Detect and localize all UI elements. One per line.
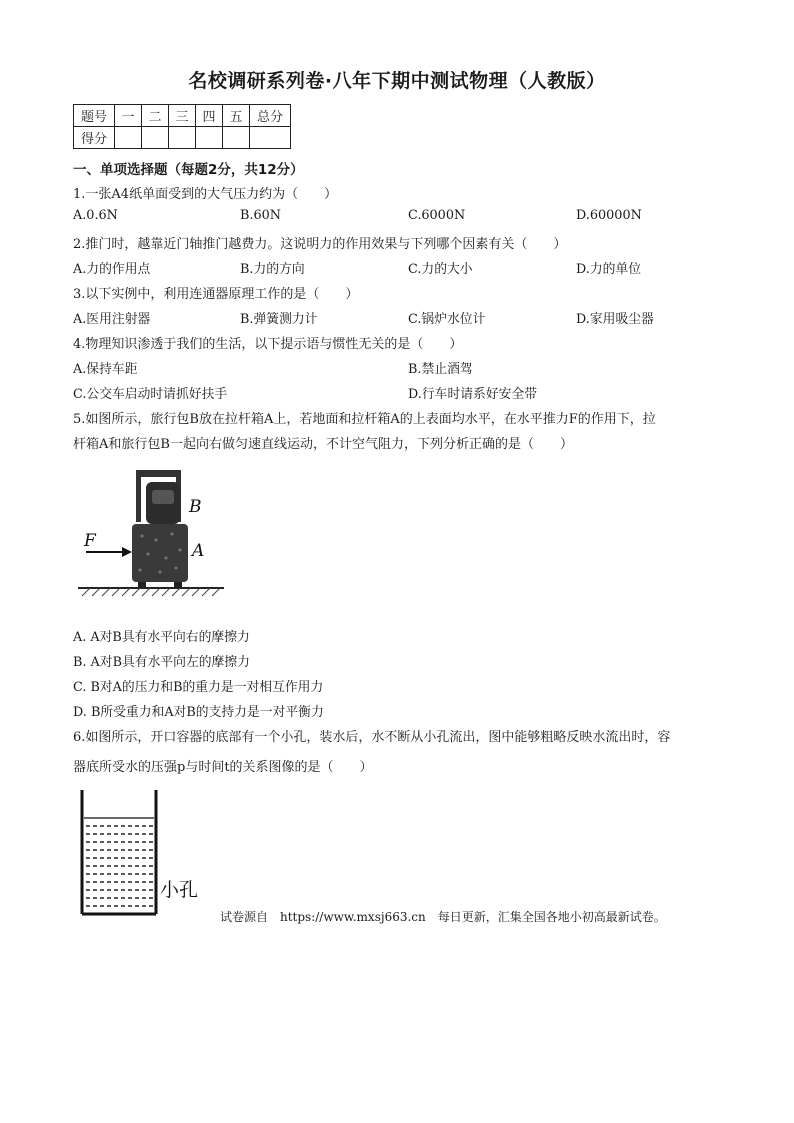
q2-option-b: B.力的方向 [240,262,305,277]
q2-option-a: A.力的作用点 [73,262,151,277]
exam-title: 名校调研系列卷·八年下期中测试物理（人教版） [188,70,606,92]
q5-option-a: A. A对B具有水平向右的摩擦力 [73,630,250,645]
q4-option-a: A.保持车距 [73,362,138,377]
question-1-stem: 1.一张A4纸单面受到的大气压力约为（ ） [73,187,338,202]
label-hole: 小孔 [160,879,199,901]
q1-option-d: D.60000N [576,208,642,223]
score-cell [196,127,223,149]
question-4-stem: 4.物理知识渗透于我们的生活，以下提示语与惯性无关的是（ ） [73,337,463,352]
q4-option-d: D.行车时请系好安全带 [408,387,538,402]
score-header-cell: 三 [169,105,196,127]
score-header-cell: 四 [196,105,223,127]
q1-option-a: A.0.6N [73,208,118,223]
q5-option-d: D. B所受重力和A对B的支持力是一对平衡力 [73,705,324,720]
score-header-cell: 五 [223,105,250,127]
score-table-score-row [74,127,291,149]
q5-option-c: C. B对A的压力和B的重力是一对相互作用力 [73,680,324,695]
score-header-cell: 一 [115,105,142,127]
score-table-header-row [74,105,291,127]
q5-figure-luggage [76,466,226,606]
score-header-cell: 总分 [250,105,291,127]
footer-note: 试卷源自 https://www.mxsj663.cn 每日更新，汇集全国各地小初高最新试卷。 [220,910,666,924]
q1-option-c: C.6000N [408,208,466,223]
label-b: B [189,497,202,517]
q3-option-c: C.锅炉水位计 [408,312,486,327]
question-3-stem: 3.以下实例中，利用连通器原理工作的是（ ） [73,287,359,302]
score-header-cell: 题号 [74,105,115,127]
q2-option-d: D.力的单位 [576,262,642,277]
label-f: F [84,531,96,551]
question-2-stem: 2.推门时，越靠近门轴推门越费力。这说明力的作用效果与下列哪个因素有关（ ） [73,237,567,252]
q3-option-a: A.医用注射器 [73,312,151,327]
q4-option-b: B.禁止酒驾 [408,362,473,377]
score-cell [115,127,142,149]
q3-option-d: D.家用吸尘器 [576,312,654,327]
q2-option-c: C.力的大小 [408,262,473,277]
score-row-label: 得分 [74,127,115,149]
section-heading: 一、单项选择题（每题2分，共12分） [73,162,304,178]
q3-option-b: B.弹簧测力计 [240,312,318,327]
question-5-stem-line1: 5.如图所示，旅行包B放在拉杆箱A上，若地面和拉杆箱A的上表面均水平，在水平推力F的作用下，拉 [73,412,656,427]
score-cell [142,127,169,149]
q6-figure-container [74,790,214,920]
question-6-stem-line2: 器底所受水的压强p与时间t的关系图像的是（ ） [73,760,373,775]
q1-option-b: B.60N [240,208,281,223]
score-cell [169,127,196,149]
score-cell [250,127,291,149]
question-6-stem-line1: 6.如图所示，开口容器的底部有一个小孔，装水后，水不断从小孔流出，图中能够粗略反映水流出时，容 [73,730,671,745]
score-table [73,104,291,149]
q4-option-c: C.公交车启动时请抓好扶手 [73,387,228,402]
label-a: A [192,541,205,561]
score-header-cell: 二 [142,105,169,127]
question-5-stem-line2: 杆箱A和旅行包B一起向右做匀速直线运动，不计空气阻力，下列分析正确的是（ ） [73,437,573,452]
q5-option-b: B. A对B具有水平向左的摩擦力 [73,655,250,670]
score-cell [223,127,250,149]
